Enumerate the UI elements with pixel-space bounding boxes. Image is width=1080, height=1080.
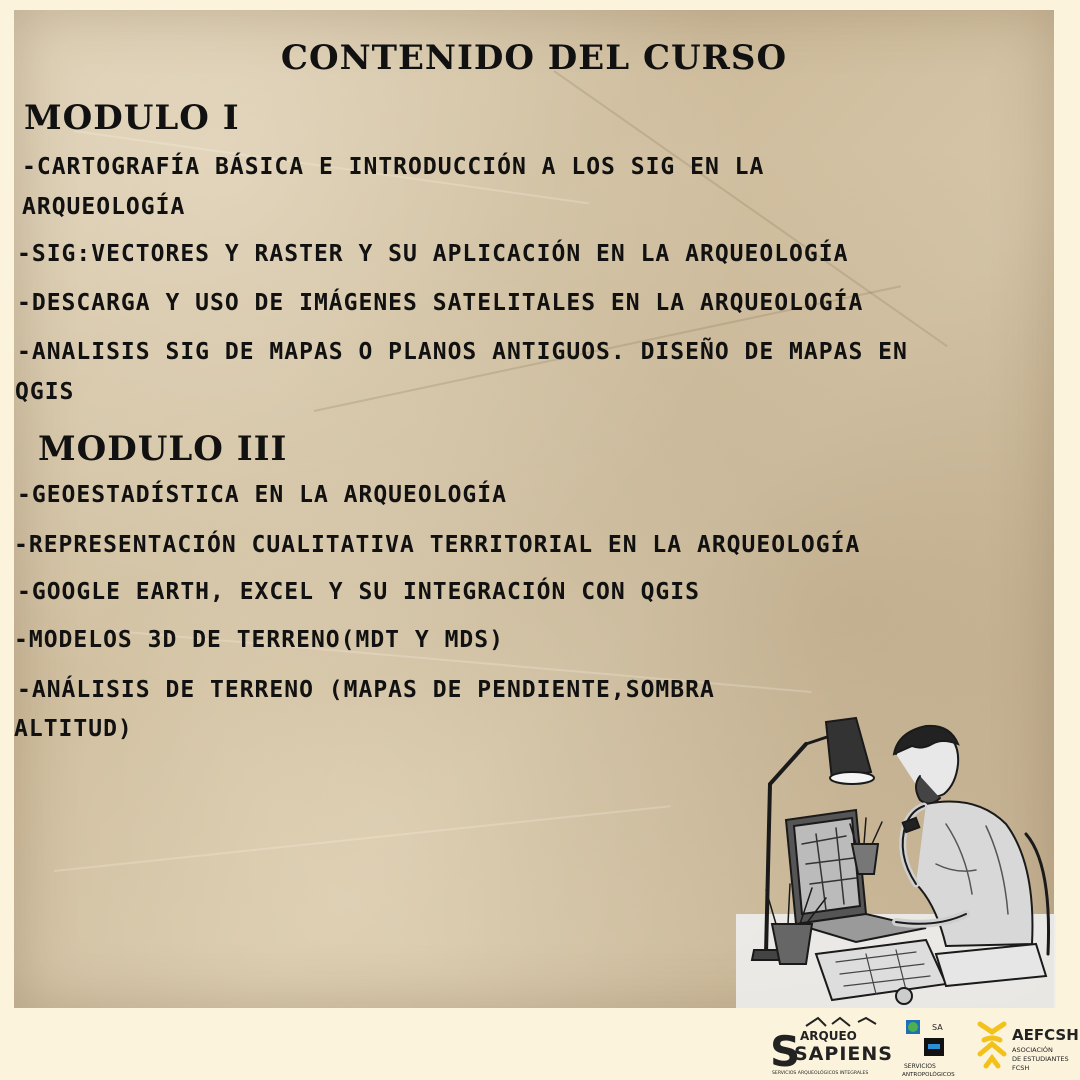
arqueo-sapiens-logo <box>766 1014 893 1078</box>
logo-fcsh-text: FCSH <box>1012 1064 1030 1072</box>
logo-antropologicos-text: ANTROPOLÓGICOS <box>902 1072 955 1078</box>
logo-estudiantes-text: DE ESTUDIANTES <box>1012 1055 1069 1063</box>
logo-aefcsh-text: AEFCSH <box>1012 1026 1079 1044</box>
module-item: -REPRESENTACIÓN CUALITATIVA TERRITORIAL EN LA ARQUEOLOGÍA <box>14 532 861 558</box>
module-item-continued: ALTITUD) <box>14 716 133 742</box>
module-item: -SIG:VECTORES Y RASTER Y SU APLICACIÓN EN LA ARQUEOLOGÍA <box>17 241 849 267</box>
module-item: -ANÁLISIS DE TERRENO (MAPAS DE PENDIENTE,SOMBRA <box>17 677 715 703</box>
module-item: -MODELOS 3D DE TERRENO(MDT Y MDS) <box>14 627 504 653</box>
logo-sapiens-text: SAPIENS <box>794 1043 893 1065</box>
archaeologist-illustration <box>736 714 1056 1008</box>
servicios-antropologicos-logo <box>900 1014 964 1078</box>
paper-crease <box>54 805 671 872</box>
logo-servicios-text: SERVICIOS <box>904 1063 936 1070</box>
svg-text:S: S <box>770 1027 801 1076</box>
module-item: -DESCARGA Y USO DE IMÁGENES SATELITALES EN LA ARQUEOLOGÍA <box>17 290 864 316</box>
module-heading: MODULO III <box>38 429 288 469</box>
module-item: -ANALISIS SIG DE MAPAS O PLANOS ANTIGUOS. DISEÑO DE MAPAS EN <box>17 339 908 365</box>
aefcsh-logo <box>972 1014 1079 1078</box>
logo-arqueo-text: ARQUEO <box>800 1029 857 1043</box>
paper-background <box>14 10 1054 1008</box>
logo-sa-badge: SA <box>932 1023 943 1032</box>
logo-tagline-text: SERVICIOS ARQUEOLÓGICOS INTEGRALES <box>772 1071 869 1076</box>
logo-emblem-icon <box>980 1024 1004 1066</box>
module-item: -GOOGLE EARTH, EXCEL Y SU INTEGRACIÓN CON QGIS <box>17 579 700 605</box>
module-item: -CARTOGRAFÍA BÁSICA E INTRODUCCIÓN A LOS SIG EN LA <box>22 154 765 180</box>
module-item-continued: QGIS <box>15 379 75 405</box>
module-item-continued: ARQUEOLOGÍA <box>22 194 186 220</box>
module-heading: MODULO I <box>24 98 240 138</box>
page-title: CONTENIDO DEL CURSO <box>280 38 788 78</box>
module-item: -GEOESTADÍSTICA EN LA ARQUEOLOGÍA <box>17 482 507 508</box>
logo-asociacion-text: ASOCIACIÓN <box>1012 1046 1053 1054</box>
